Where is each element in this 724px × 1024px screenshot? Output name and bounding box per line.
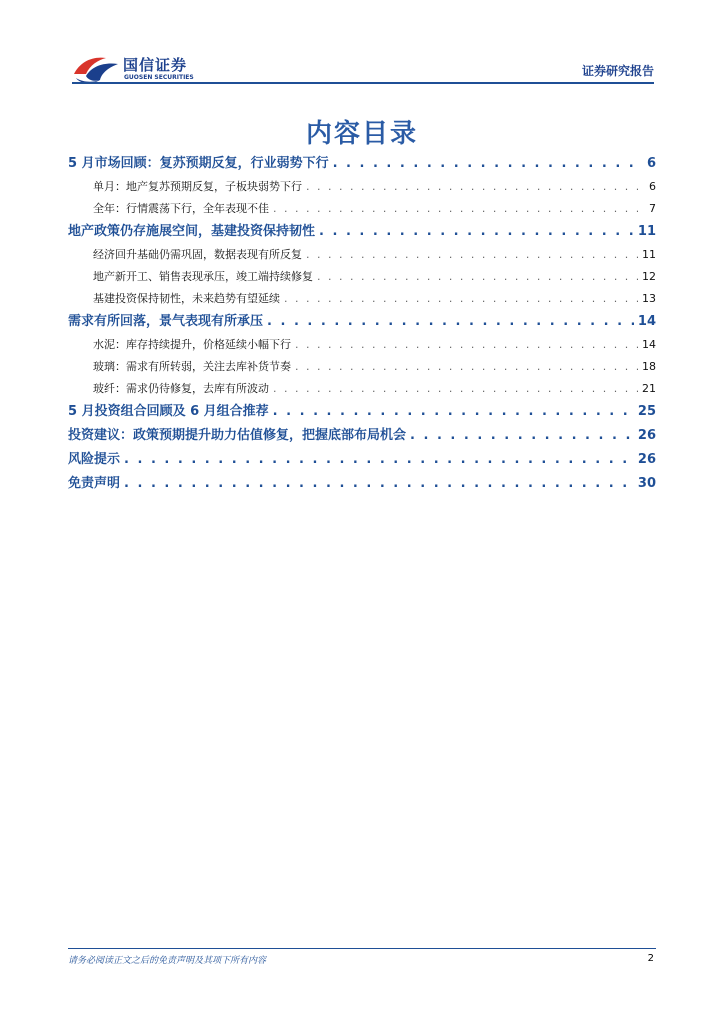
toc-entry-page: 14 xyxy=(642,338,656,351)
toc-entry-label: 玻纤：需求仍待修复，去库有所波动 xyxy=(93,382,269,395)
toc-entry[interactable] xyxy=(68,310,656,334)
toc-entry-label: 地产新开工、销售表现承压，竣工端持续修复 xyxy=(93,270,313,283)
toc-entry-page: 11 xyxy=(642,248,656,261)
toc-entry[interactable] xyxy=(68,198,656,220)
page-number: 2 xyxy=(647,953,654,964)
toc-entry-label: 基建投资保持韧性，未来趋势有望延续 xyxy=(93,292,280,305)
toc-entry[interactable] xyxy=(68,334,656,356)
header-divider xyxy=(72,82,654,84)
toc-entry-label: 风险提示 xyxy=(68,452,121,467)
toc-entry[interactable] xyxy=(68,400,656,424)
table-of-contents xyxy=(68,152,656,496)
toc-entry[interactable] xyxy=(68,176,656,198)
toc-entry-page: 6 xyxy=(646,156,656,171)
toc-entry-label: 经济回升基础仍需巩固，数据表现有所反复 xyxy=(93,248,302,261)
toc-entry-page: 26 xyxy=(637,452,656,467)
toc-leader xyxy=(273,400,634,424)
toc-entry[interactable] xyxy=(68,288,656,310)
toc-entry[interactable] xyxy=(68,448,656,472)
toc-leader xyxy=(410,424,634,448)
toc-entry[interactable] xyxy=(68,424,656,448)
toc-entry[interactable] xyxy=(68,220,656,244)
toc-leader xyxy=(317,266,638,288)
toc-entry-page: 18 xyxy=(642,360,656,373)
toc-leader xyxy=(295,334,638,356)
toc-leader xyxy=(295,356,638,378)
toc-entry-page: 30 xyxy=(637,476,656,491)
toc-entry-page: 6 xyxy=(649,180,656,193)
toc-entry[interactable] xyxy=(68,152,656,176)
toc-leader xyxy=(333,152,638,176)
footer-divider xyxy=(68,948,656,949)
toc-entry-page: 11 xyxy=(637,224,656,239)
toc-entry-page: 14 xyxy=(637,314,656,329)
toc-entry[interactable] xyxy=(68,266,656,288)
toc-entry-page: 26 xyxy=(637,428,656,443)
toc-entry-label: 投资建议：政策预期提升助力估值修复，把握底部布局机会 xyxy=(68,428,407,443)
toc-entry-page: 13 xyxy=(642,292,656,305)
toc-title: 内容目录 xyxy=(305,119,418,149)
toc-entry-label: 全年：行情震荡下行，全年表现不佳 xyxy=(93,202,269,215)
guosen-logo-icon xyxy=(72,52,120,86)
toc-entry[interactable] xyxy=(68,356,656,378)
toc-leader xyxy=(284,288,638,310)
toc-leader xyxy=(306,244,638,266)
toc-entry-page: 7 xyxy=(649,202,656,215)
toc-entry[interactable] xyxy=(68,244,656,266)
toc-entry-label: 5 月投资组合回顾及 6 月组合推荐 xyxy=(68,404,269,419)
toc-entry-label: 玻璃：需求有所转弱，关注去库补货节奏 xyxy=(93,360,291,373)
guosen-logo xyxy=(72,52,202,86)
toc-leader xyxy=(124,472,634,496)
toc-leader xyxy=(267,310,634,334)
toc-entry-page: 12 xyxy=(642,270,656,283)
toc-leader xyxy=(319,220,634,244)
toc-entry-label: 需求有所回落，景气表现有所承压 xyxy=(68,314,264,329)
toc-entry-label: 单月：地产复苏预期反复，子板块弱势下行 xyxy=(93,180,302,193)
footer-disclaimer: 请务必阅读正文之后的免责声明及其项下所有内容 xyxy=(68,956,267,966)
toc-leader xyxy=(124,448,634,472)
brand-name-cn: 国信证券 xyxy=(123,56,188,74)
toc-entry-label: 水泥：库存持续提升，价格延续小幅下行 xyxy=(93,338,291,351)
toc-entry-label: 免责声明 xyxy=(68,476,121,491)
toc-entry-label: 地产政策仍存施展空间，基建投资保持韧性 xyxy=(68,224,316,239)
toc-entry-page: 21 xyxy=(642,382,656,395)
toc-leader xyxy=(306,176,638,198)
toc-entry[interactable] xyxy=(68,378,656,400)
toc-leader xyxy=(273,198,638,220)
toc-leader xyxy=(273,378,638,400)
brand-name-en: GUOSEN SECURITIES xyxy=(124,74,194,81)
toc-entry-label: 5 月市场回顾：复苏预期反复，行业弱势下行 xyxy=(68,156,329,171)
report-type: 证券研究报告 xyxy=(581,64,654,78)
toc-entry[interactable] xyxy=(68,472,656,496)
toc-entry-page: 25 xyxy=(637,404,656,419)
